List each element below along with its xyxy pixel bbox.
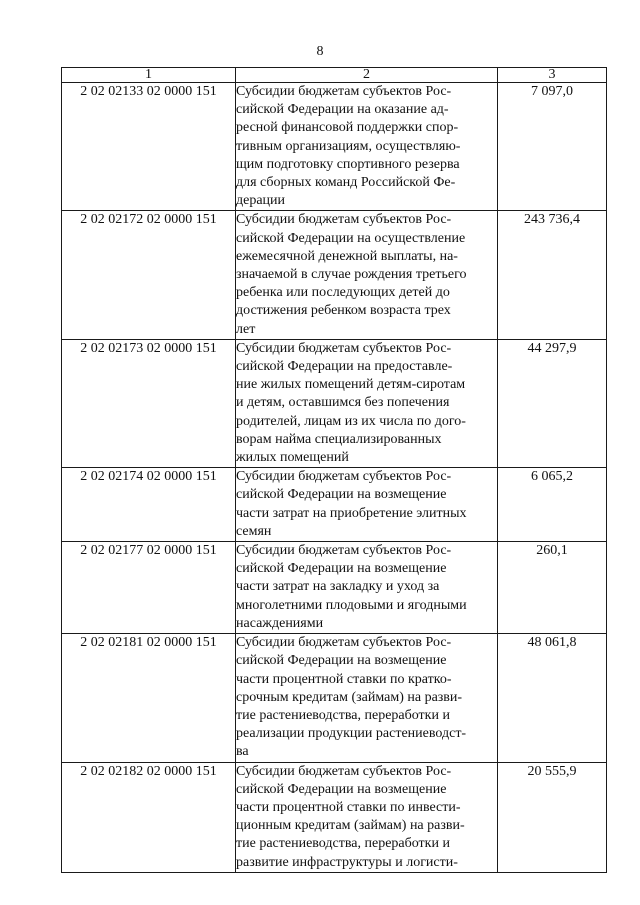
- description-cell: [236, 468, 498, 542]
- description-line: сийской Федерации на оказание ад-: [236, 102, 449, 118]
- description-line: реализации продукции растениеводст-: [236, 726, 467, 742]
- description-line: тивным организациям, осуществляю-: [236, 138, 461, 154]
- description-line: Субсидии бюджетам субъектов Рос-: [236, 543, 452, 559]
- amount-cell: 260,1: [498, 542, 607, 634]
- description-line: Субсидии бюджетам субъектов Рос-: [236, 212, 452, 228]
- budget-code-cell: 2 02 02182 02 0000 151: [62, 762, 236, 872]
- table-row: [62, 211, 607, 339]
- table-row: [62, 468, 607, 542]
- table-row: [62, 634, 607, 762]
- description-line: Субсидии бюджетам субъектов Рос-: [236, 469, 452, 485]
- budget-code-cell: 2 02 02172 02 0000 151: [62, 211, 236, 339]
- description-cell: [236, 83, 498, 211]
- description-line: и детям, оставшимся без попечения: [236, 395, 450, 411]
- description-line: сийской Федерации на возмещение: [236, 781, 447, 797]
- description-line: части процентной ставки по инвести-: [236, 799, 461, 815]
- budget-code-cell: 2 02 02133 02 0000 151: [62, 83, 236, 211]
- page-number: 8: [316, 44, 324, 59]
- description-line: сийской Федерации на возмещение: [236, 561, 447, 577]
- description-line: Субсидии бюджетам субъектов Рос-: [236, 635, 452, 651]
- table-row: [62, 339, 607, 467]
- table-header-row: [62, 68, 607, 83]
- description-line: лет: [236, 321, 256, 337]
- description-line: сийской Федерации на возмещение: [236, 653, 447, 669]
- description-cell: [236, 634, 498, 762]
- description-line: Субсидии бюджетам субъектов Рос-: [236, 340, 452, 356]
- description-line: части процентной ставки по кратко-: [236, 671, 452, 687]
- description-cell: [236, 762, 498, 872]
- budget-code-cell: 2 02 02174 02 0000 151: [62, 468, 236, 542]
- table-row: [62, 762, 607, 872]
- description-line: Субсидии бюджетам субъектов Рос-: [236, 84, 452, 99]
- description-line: достижения ребенком возраста трех: [236, 303, 451, 319]
- description-line: части затрат на закладку и уход за: [236, 579, 440, 595]
- description-line: сийской Федерации на возмещение: [236, 487, 447, 503]
- description-line: ребенка или последующих детей до: [236, 285, 450, 301]
- description-line: ежемесячной денежной выплаты, на-: [236, 248, 458, 264]
- description-line: сийской Федерации на осуществление: [236, 230, 466, 246]
- budget-code-cell: 2 02 02177 02 0000 151: [62, 542, 236, 634]
- description-line: сийской Федерации на предоставле-: [236, 359, 453, 375]
- description-line: Субсидии бюджетам субъектов Рос-: [236, 763, 452, 779]
- description-line: жилых помещений: [236, 450, 349, 466]
- amount-cell: 243 736,4: [498, 211, 607, 339]
- budget-code-cell: 2 02 02181 02 0000 151: [62, 634, 236, 762]
- description-line: ресной финансовой поддержки спор-: [236, 120, 459, 136]
- table-body: [62, 83, 607, 873]
- amount-cell: 48 061,8: [498, 634, 607, 762]
- description-cell: [236, 542, 498, 634]
- description-line: щим подготовку спортивного резерва: [236, 156, 460, 172]
- page-bottom-margin: [0, 895, 640, 905]
- description-line: части затрат на приобретение элитных: [236, 505, 467, 521]
- description-line: ционным кредитам (займам) на разви-: [236, 818, 465, 834]
- description-line: тие растениеводства, переработки и: [236, 707, 450, 723]
- budget-table: [61, 67, 607, 873]
- column-header-3: 3: [498, 68, 607, 83]
- description-line: насаждениями: [236, 615, 324, 631]
- column-header-1: 1: [62, 68, 236, 83]
- description-line: срочным кредитам (займам) на разви-: [236, 689, 463, 705]
- amount-cell: 44 297,9: [498, 339, 607, 467]
- description-line: тие растениеводства, переработки и: [236, 836, 450, 852]
- column-header-2: 2: [236, 68, 498, 83]
- amount-cell: 7 097,0: [498, 83, 607, 211]
- description-line: развитие инфраструктуры и логисти-: [236, 854, 458, 870]
- amount-cell: 6 065,2: [498, 468, 607, 542]
- budget-code-cell: 2 02 02173 02 0000 151: [62, 339, 236, 467]
- description-line: для сборных команд Российской Фе-: [236, 175, 456, 191]
- description-line: семян: [236, 523, 272, 539]
- description-line: ние жилых помещений детям-сиротам: [236, 377, 466, 393]
- description-cell: [236, 339, 498, 467]
- table-row: [62, 83, 607, 211]
- description-line: ва: [236, 744, 249, 760]
- description-line: ворам найма специализированных: [236, 431, 442, 447]
- description-line: дерации: [236, 193, 286, 209]
- description-line: родителей, лицам из их числа по дого-: [236, 413, 466, 429]
- amount-cell: 20 555,9: [498, 762, 607, 872]
- description-line: многолетними плодовыми и ягодными: [236, 597, 467, 613]
- description-cell: [236, 211, 498, 339]
- table-row: [62, 542, 607, 634]
- description-line: значаемой в случае рождения третьего: [236, 267, 467, 283]
